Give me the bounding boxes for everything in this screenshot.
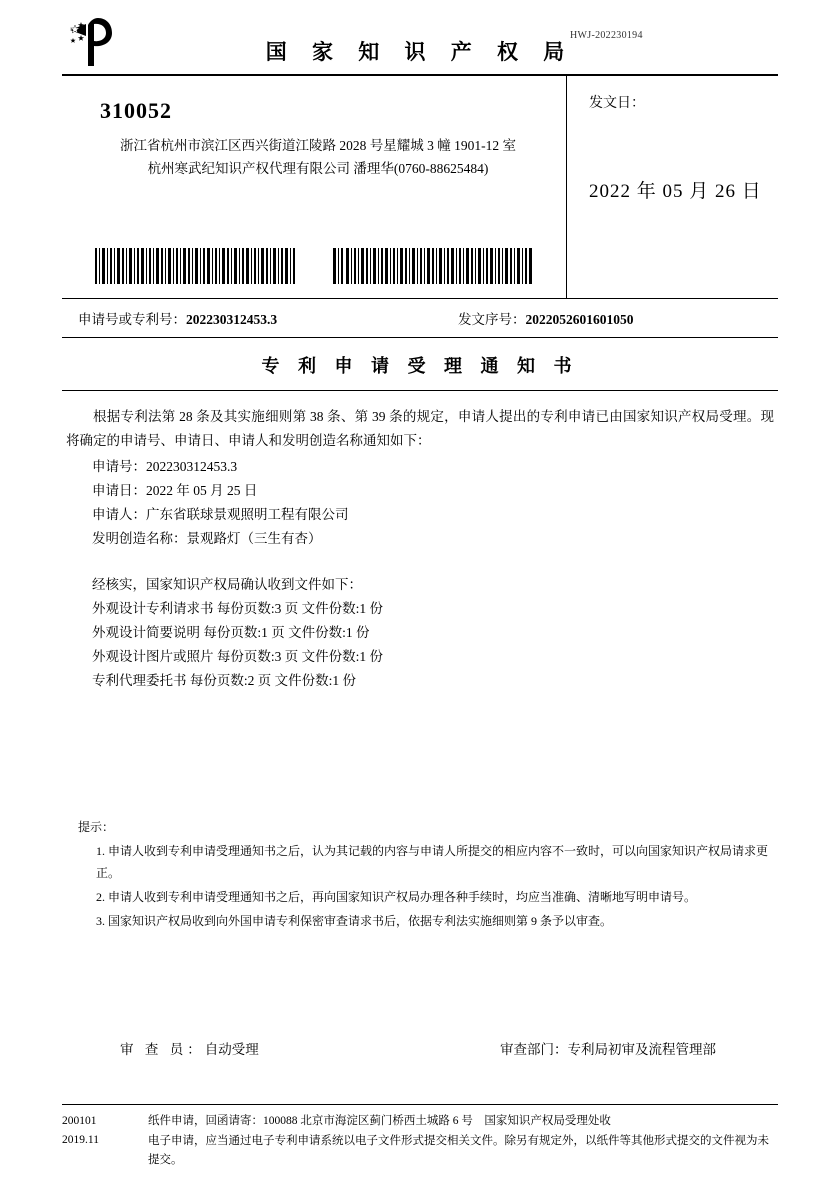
serial-number-field	[438, 308, 778, 328]
notes-section	[78, 816, 778, 934]
footer-line-2: 电子申请，应当通过电子专利申请系统以电子文件形式提交相关文件。除另有规定外，以纸件等其他形式提交的文件视为未提交。	[148, 1135, 769, 1166]
address-date-block	[62, 76, 778, 299]
numbers-row	[62, 299, 778, 338]
doc-item: 专利代理委托书 每份页数:2 页 文件份数:1 份	[92, 673, 357, 688]
page-title: 国 家 知 识 产 权 局	[265, 40, 575, 64]
national-emblem-icon	[66, 16, 132, 72]
footer-codes	[62, 1112, 148, 1171]
application-number-field	[62, 308, 438, 328]
doc-item: 外观设计专利请求书 每份页数:3 页 文件份数:1 份	[92, 601, 384, 616]
department-value: 专利局初审及流程管理部	[567, 1042, 716, 1057]
examiner-field	[62, 1038, 440, 1058]
serial-number-label: 发文序号：	[458, 312, 526, 327]
field-applicant: 申请人：广东省联球景观照明工程有限公司	[92, 507, 349, 522]
footer-text	[148, 1112, 778, 1171]
address-lines	[78, 134, 558, 180]
barcode-group	[62, 248, 566, 284]
send-date-value: 2022 年 05 月 26 日	[589, 181, 762, 202]
barcode-right-icon	[333, 248, 533, 284]
top-reference-code: HWJ-202230194	[570, 30, 643, 41]
examiner-label: 审 查 员：	[120, 1042, 205, 1057]
address-line-1: 浙江省杭州市滨江区西兴街道江陵路 2028 号星耀城 3 幢 1901-12 室	[120, 138, 516, 153]
footer-line-1: 纸件申请，回函请寄：100088 北京市海淀区蓟门桥西土城路 6 号 国家知识产权局受理处收	[148, 1115, 611, 1127]
send-date-cell	[567, 76, 778, 298]
application-number-value: 202230312453.3	[186, 312, 278, 327]
address-line-2: 杭州寒武纪知识产权代理有限公司 潘理华(0760-88625484)	[147, 161, 489, 176]
spacer	[66, 551, 774, 573]
send-date-label: 发文日：	[589, 96, 645, 111]
notes-heading: 提示：	[78, 820, 115, 834]
postal-code: 310052	[100, 98, 172, 123]
footer-code-2: 2019.11	[62, 1134, 99, 1146]
intro-paragraph: 根据专利法第 28 条及其实施细则第 38 条、第 39 条的规定，申请人提出的专利申请已由国家知识产权局受理。现将确定的申请号、申请日、申请人和发明创造名称通知如下：	[66, 409, 774, 448]
note-item: 1. 申请人收到专利申请受理通知书之后，认为其记载的内容与申请人所提交的相应内容不一致时，可以向国家知识产权局请求更正。	[96, 844, 769, 880]
serial-number-value: 2022052601601050	[525, 312, 634, 327]
application-number-label: 申请号或专利号：	[78, 312, 186, 327]
doc-item: 外观设计图片或照片 每份页数:3 页 文件份数:1 份	[92, 649, 384, 664]
document-header	[62, 16, 778, 76]
field-application-number: 申请号：202230312453.3	[92, 459, 238, 474]
footer-code-1: 200101	[62, 1115, 97, 1127]
address-cell	[62, 76, 567, 298]
barcode-left-icon	[95, 248, 295, 284]
field-application-date: 申请日：2022 年 05 月 25 日	[92, 483, 258, 498]
notice-body	[62, 391, 778, 693]
confirm-line: 经核实，国家知识产权局确认收到文件如下：	[92, 577, 362, 592]
note-item: 3. 国家知识产权局收到向外国申请专利保密审查请求书后，依据专利法实施细则第 9 条予以审查。	[96, 914, 613, 928]
page-footer	[62, 1104, 778, 1171]
document-page	[0, 16, 840, 1204]
signature-row	[62, 1038, 778, 1058]
department-label: 审查部门：	[500, 1042, 568, 1057]
notice-title: 专 利 申 请 受 理 通 知 书	[62, 338, 778, 391]
department-field	[440, 1038, 778, 1058]
examiner-value: 自动受理	[204, 1042, 259, 1057]
note-item: 2. 申请人收到专利申请受理通知书之后，再向国家知识产权局办理各种手续时，均应当准确、清晰地写明申请号。	[96, 890, 697, 904]
doc-item: 外观设计简要说明 每份页数:1 页 文件份数:1 份	[92, 625, 370, 640]
field-invention-title: 发明创造名称：景观路灯（三生有杏）	[92, 531, 322, 546]
